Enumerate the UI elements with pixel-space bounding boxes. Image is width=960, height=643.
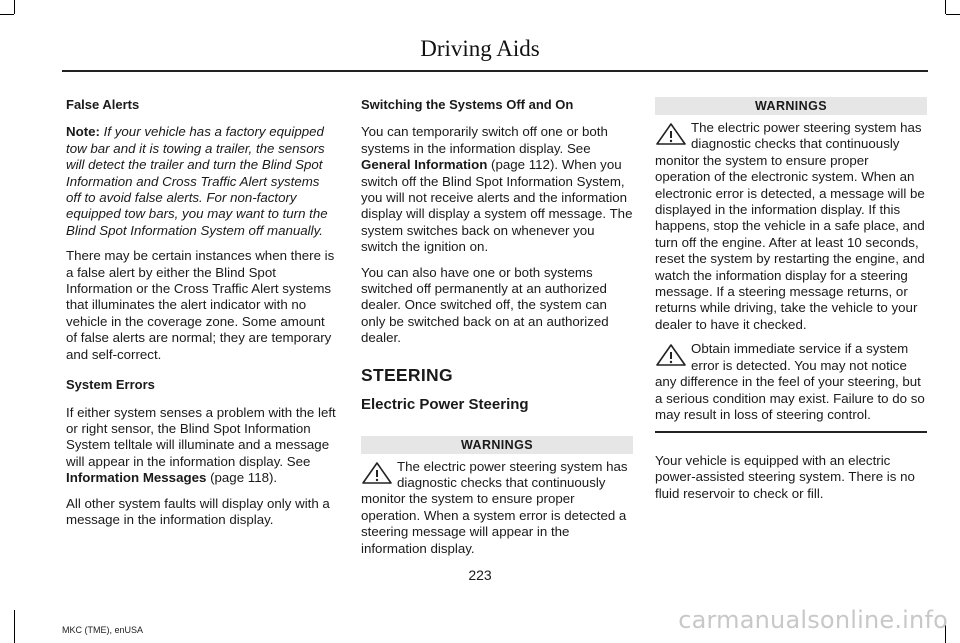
crop-mark — [14, 610, 15, 643]
electric-power-steering-heading: Electric Power Steering — [361, 396, 529, 414]
footer-code: MKC (TME), enUSA — [62, 625, 144, 635]
column-right — [655, 97, 927, 511]
header-divider — [62, 70, 928, 72]
warning-triangle-icon — [361, 461, 393, 485]
steering-heading: STEERING — [361, 364, 453, 385]
warnings-banner: WARNINGS — [655, 97, 927, 115]
false-alerts-heading: False Alerts — [66, 97, 140, 112]
errors-page-ref: (page 118). — [206, 470, 278, 486]
system-errors-paragraph — [66, 405, 337, 487]
crop-mark — [14, 0, 15, 14]
warning-block — [361, 459, 633, 557]
note-paragraph — [66, 124, 337, 239]
note-label: Note: — [66, 124, 100, 140]
warnings-end-rule — [655, 431, 927, 433]
system-errors-heading: System Errors — [66, 377, 155, 393]
equipped-paragraph: Your vehicle is equipped with an electric power-assisted steering system. There is no fluid reservoir to check or fill. — [655, 452, 915, 501]
column-left — [66, 97, 337, 537]
switching-paragraph — [361, 124, 633, 255]
switching-heading: Switching the Systems Off and On — [361, 97, 574, 112]
dealer-paragraph: You can also have one or both systems switched off permanently at an authorized dealer. Once switched off, the system can only be switched back on at an authorized dealer. — [361, 264, 609, 346]
warning-text: The electric power steering system has diagnostic checks that continuously monitor the system to ensure proper operation of the electronic system. When an electronic error is detected, a message will be displayed in the information display. If this happens, stop the vehicle in a safe place, and turn off the engine. After at least 10 seconds, reset the system by restarting the engine, and watch the information display for a steering message. If a steering message returns, or returns while driving, take the vehicle to your dealer to have it checked. — [655, 120, 925, 332]
information-messages-link[interactable]: Information Messages — [66, 470, 207, 486]
watermark: carmanualsonline.info — [678, 606, 948, 634]
warning-triangle-icon — [655, 122, 687, 146]
warning-block — [655, 120, 927, 333]
warning-text: The electric power steering system has diagnostic checks that continuously monitor the system to ensure proper operation. When a system error is detected a steering message will appear in the information display. — [361, 458, 628, 556]
crop-mark — [945, 0, 946, 14]
warning-triangle-icon — [655, 343, 687, 367]
warning-block — [655, 341, 927, 423]
faults-paragraph: All other system faults will display only with a message in the information display. — [66, 495, 330, 527]
general-information-link[interactable]: General Information — [361, 157, 488, 173]
switching-text: You can temporarily switch off one or both systems in the information display. See — [361, 124, 608, 156]
warnings-banner: WARNINGS — [361, 436, 633, 454]
column-middle — [361, 97, 633, 565]
note-text: If your vehicle has a factory equipped tow bar and it is towing a trailer, the sensors will detect the trailer and turn the Blind Spot Information and Cross Traffic Alert systems off to avoid false alerts. For non-factory equipped tow bars, you may want to turn the Blind Spot Information System off manually. — [66, 124, 328, 238]
false-alerts-paragraph: There may be certain instances when there is a false alert by either the Blind Spot Information or the Cross Traffic Alert systems that illuminates the alert indicator with no vehicle in the coverage zone. Some amount of false alerts are normal; they are temporary and self-correct. — [66, 248, 335, 362]
page-title: Driving Aids — [420, 36, 540, 61]
crop-mark — [946, 14, 960, 15]
errors-text: If either system senses a problem with the left or right sensor, the Blind Spot Information System telltale will illuminate and a message will appear in the information display. See — [66, 404, 336, 469]
crop-mark — [0, 14, 14, 15]
warning-text: Obtain immediate service if a system error is detected. You may not notice any difference in the feel of your steering, but a serious condition may exist. Failure to do so may result in loss of steering control. — [655, 341, 925, 422]
page-number: 223 — [468, 567, 492, 583]
switching-text-rest: (page 112). When you switch off the Blind Spot Information System, you will not receive alerts and the information display will display a system off message. The system switches back on whenever you switch the ignition on. — [361, 157, 633, 255]
